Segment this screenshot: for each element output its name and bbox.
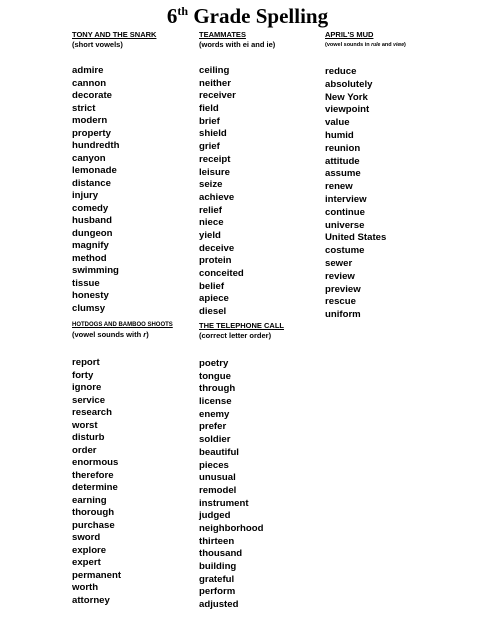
title-text: Grade Spelling [188, 4, 329, 28]
section-subheading: (short vowels) [72, 40, 123, 49]
spelling-word: canyon [72, 152, 106, 164]
section-tony-and-the-snark [72, 30, 156, 315]
spelling-word: judged [199, 510, 231, 522]
spelling-word: permanent [72, 569, 122, 581]
spelling-word: protein [199, 255, 232, 267]
spelling-word: humid [325, 129, 354, 141]
spelling-word: report [72, 357, 100, 368]
spelling-word: niece [199, 217, 224, 229]
spelling-word: attitude [325, 155, 360, 167]
spelling-word: grief [199, 141, 220, 153]
section-heading: TEAMMATES [199, 30, 246, 39]
spelling-word: enormous [72, 457, 119, 468]
spelling-word: strict [72, 102, 96, 114]
section-the-telephone-call [199, 321, 284, 612]
section-heading: THE TELEPHONE CALL [199, 321, 285, 330]
spelling-word: review [325, 270, 355, 282]
spelling-word: forty [72, 369, 94, 381]
spelling-word: injury [72, 190, 99, 201]
spelling-word: deceive [199, 242, 235, 254]
spelling-word: universe [325, 219, 365, 231]
spelling-word: admire [72, 65, 104, 76]
spelling-word: preview [325, 283, 361, 295]
section-aprils-mud [325, 30, 406, 322]
spelling-word: research [72, 407, 113, 418]
spelling-word: swimming [72, 265, 119, 276]
spelling-word: magnify [72, 240, 109, 251]
spelling-word: instrument [199, 497, 249, 509]
spelling-word: assume [325, 168, 361, 180]
spelling-word: cannon [72, 77, 107, 89]
spelling-word: achieve [199, 191, 235, 203]
spelling-word: worst [72, 419, 98, 431]
spelling-word: lemonade [72, 165, 117, 176]
spelling-word: explore [72, 544, 107, 556]
spelling-word: sword [72, 532, 101, 543]
spelling-word: pieces [199, 459, 229, 471]
spelling-word: renew [325, 181, 353, 193]
word-list [72, 65, 156, 315]
spelling-word: remodel [199, 484, 237, 496]
spelling-word: hundredth [72, 140, 120, 151]
spelling-word: shield [199, 128, 227, 140]
spelling-word: building [199, 561, 237, 572]
spelling-word: thousand [199, 548, 243, 560]
spelling-word: earning [72, 494, 107, 506]
spelling-word: reduce [325, 66, 357, 77]
spelling-word: New York [325, 91, 368, 103]
title-grade-number: 6 [166, 4, 178, 28]
section-heading: TONY AND THE SNARK [72, 30, 157, 39]
section-subheading: (vowel sounds in rule and view) [325, 42, 406, 48]
spelling-word: brief [199, 115, 220, 127]
spelling-word: uniform [325, 309, 361, 321]
word-list [325, 66, 406, 322]
spelling-word: prefer [199, 421, 227, 433]
section-subheading: (words with ei and ie) [199, 40, 276, 49]
spelling-word: adjusted [199, 599, 239, 611]
section-subheading: (vowel sounds with r) [72, 330, 149, 339]
spelling-word: sewer [325, 257, 353, 269]
spelling-word: property [72, 127, 111, 139]
spelling-word: expert [72, 557, 101, 568]
spelling-word: order [72, 444, 97, 456]
spelling-word: therefore [72, 469, 114, 481]
page-title [0, 4, 495, 28]
spelling-word: reunion [325, 142, 361, 154]
spelling-word: belief [199, 280, 225, 292]
spelling-word: tongue [199, 370, 231, 382]
spelling-word: husband [72, 215, 112, 226]
spelling-word: ceiling [199, 65, 230, 76]
spelling-word: receipt [199, 153, 231, 165]
section-heading: HOTDOGS AND BAMBOO SHOOTS [72, 322, 173, 328]
spelling-word: method [72, 252, 107, 264]
spelling-word: honesty [72, 290, 109, 301]
section-teammates [199, 30, 275, 319]
spelling-word: service [72, 394, 106, 406]
spelling-word: clumsy [72, 302, 106, 314]
spelling-word: comedy [72, 202, 109, 214]
title-superscript: th [177, 4, 189, 18]
spelling-word: receiver [199, 90, 236, 102]
word-list [199, 65, 275, 319]
spelling-word: enemy [199, 408, 230, 420]
spelling-word: apiece [199, 293, 229, 305]
spelling-word: dungeon [72, 227, 113, 239]
spelling-word: diesel [199, 306, 227, 318]
spelling-word: conceited [199, 268, 244, 279]
spelling-word: determine [72, 482, 118, 493]
word-list [72, 357, 173, 607]
spelling-word: modern [72, 115, 108, 126]
spelling-word: decorate [72, 90, 112, 101]
spelling-word: disturb [72, 432, 105, 443]
spelling-word: absolutely [325, 78, 373, 90]
spelling-word: attorney [72, 594, 110, 606]
spelling-word: yield [199, 229, 221, 241]
spelling-word: poetry [199, 358, 229, 369]
spelling-word: grateful [199, 573, 235, 585]
spelling-word: costume [325, 245, 365, 257]
spelling-word: through [199, 383, 236, 395]
spelling-word: United States [325, 232, 387, 244]
spelling-word: thirteen [199, 535, 235, 547]
spelling-word: value [325, 117, 350, 129]
spelling-word: seize [199, 179, 223, 191]
spelling-word: beautiful [199, 446, 239, 458]
spelling-word: license [199, 396, 232, 408]
spelling-word: ignore [72, 382, 102, 393]
spelling-word: leisure [199, 166, 230, 178]
word-list [199, 358, 284, 612]
spelling-word: continue [325, 206, 365, 218]
spelling-word: viewpoint [325, 104, 370, 116]
spelling-word: field [199, 103, 219, 115]
spelling-word: purchase [72, 519, 115, 531]
section-subheading: (correct letter order) [199, 331, 272, 340]
spelling-word: soldier [199, 434, 231, 446]
spelling-word: interview [325, 193, 367, 205]
section-hotdogs-and-bamboo-shoots [72, 320, 173, 607]
spelling-word: neither [199, 77, 231, 89]
spelling-word: worth [72, 582, 99, 593]
spelling-word: rescue [325, 296, 356, 308]
spelling-word: thorough [72, 507, 115, 518]
spelling-word: neighborhood [199, 522, 264, 534]
spelling-word: distance [72, 177, 111, 189]
section-heading: APRIL'S MUD [325, 30, 374, 39]
spelling-word: unusual [199, 472, 236, 484]
spelling-word: tissue [72, 277, 100, 289]
spelling-word: perform [199, 586, 236, 598]
spelling-word: relief [199, 204, 222, 216]
